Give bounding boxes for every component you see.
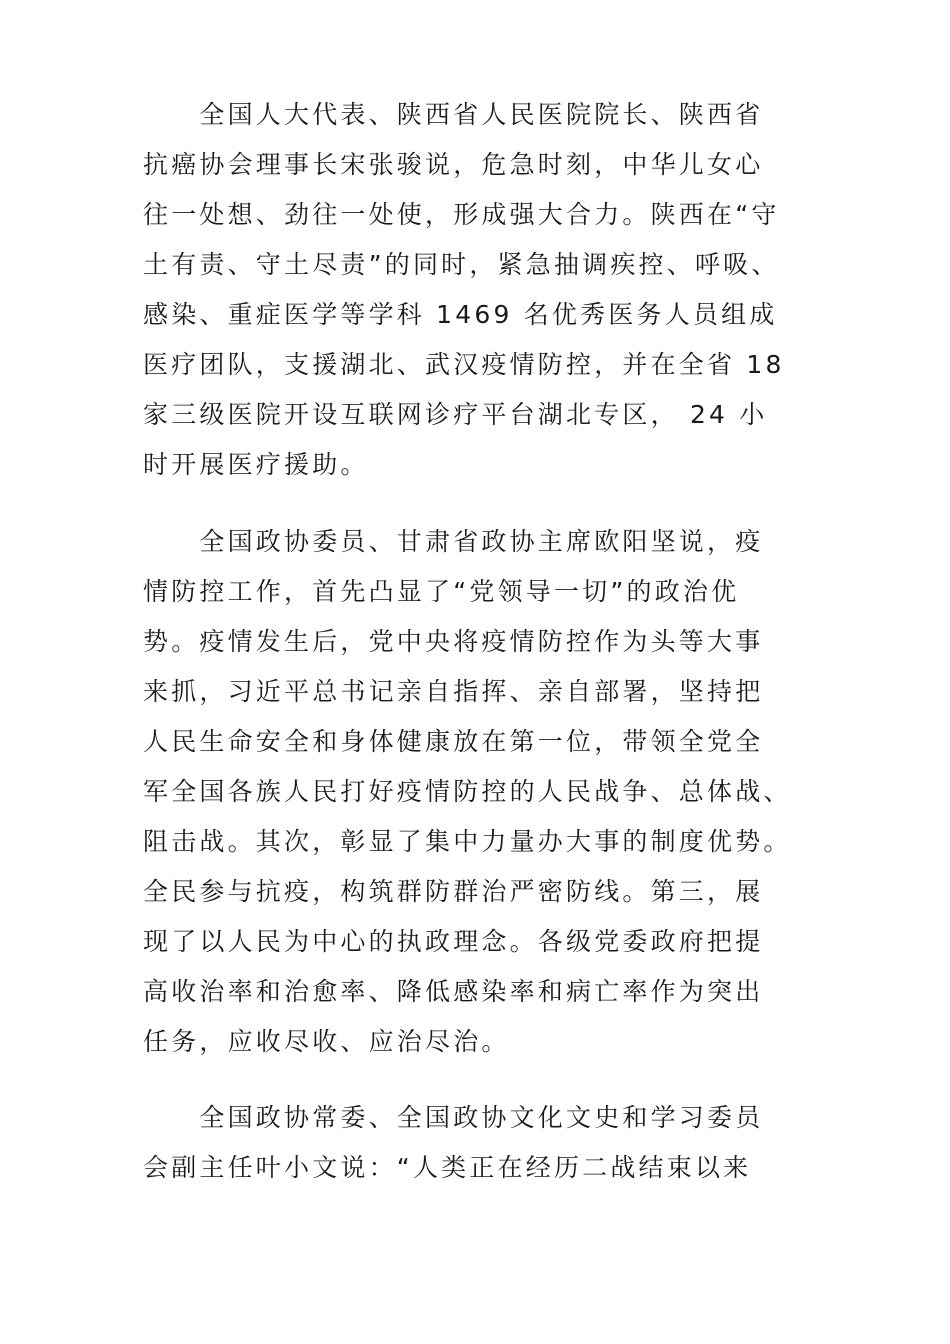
text-line: 家三级医院开设互联网诊疗平台湖北专区， 24 小 <box>143 400 768 429</box>
text-line: 阻击战。其次，彰显了集中力量办大事的制度优势。 <box>143 827 792 856</box>
text-line: 土有责、守土尽责”的同时，紧急抽调疾控、呼吸、 <box>143 250 780 279</box>
text-line: 任务，应收尽收、应治尽治。 <box>143 1027 510 1056</box>
text-line: 抗癌协会理事长宋张骏说，危急时刻，中华儿女心 <box>143 150 764 179</box>
text-line: 医疗团队，支援湖北、武汉疫情防控，并在全省 18 <box>143 350 785 379</box>
text-line: 时开展医疗援助。 <box>143 450 369 479</box>
paragraph-ye-xiaowen <box>143 1093 833 1193</box>
text-line: 现了以人民为中心的执政理念。各级党委政府把提 <box>143 927 764 956</box>
text-line: 感染、重症医学等学科 1469 名优秀医务人员组成 <box>143 300 778 329</box>
text-line: 全民参与抗疫，构筑群防群治严密防线。第三，展 <box>143 877 764 906</box>
text-line: 人民生命安全和身体健康放在第一位，带领全党全 <box>143 727 764 756</box>
text-line: 会副主任叶小文说：“人类正在经历二战结束以来 <box>143 1153 752 1182</box>
paragraph-ouyang-jian <box>143 517 833 1067</box>
text-line: 往一处想、劲往一处使，形成强大合力。陕西在“守 <box>143 200 780 229</box>
text-line: 高收治率和治愈率、降低感染率和病亡率作为突出 <box>143 977 764 1006</box>
text-line: 全国政协委员、甘肃省政协主席欧阳坚说，疫 <box>143 527 764 556</box>
text-line: 势。疫情发生后，党中央将疫情防控作为头等大事 <box>143 627 764 656</box>
text-line: 情防控工作，首先凸显了“党领导一切”的政治优 <box>143 577 740 606</box>
text-line: 军全国各族人民打好疫情防控的人民战争、总体战、 <box>143 777 792 806</box>
paragraph-song-zhangjun <box>143 90 833 490</box>
text-line: 全国政协常委、全国政协文化文史和学习委员 <box>143 1103 764 1132</box>
text-line: 来抓，习近平总书记亲自指挥、亲自部署，坚持把 <box>143 677 764 706</box>
text-line: 全国人大代表、陕西省人民医院院长、陕西省 <box>143 100 764 129</box>
